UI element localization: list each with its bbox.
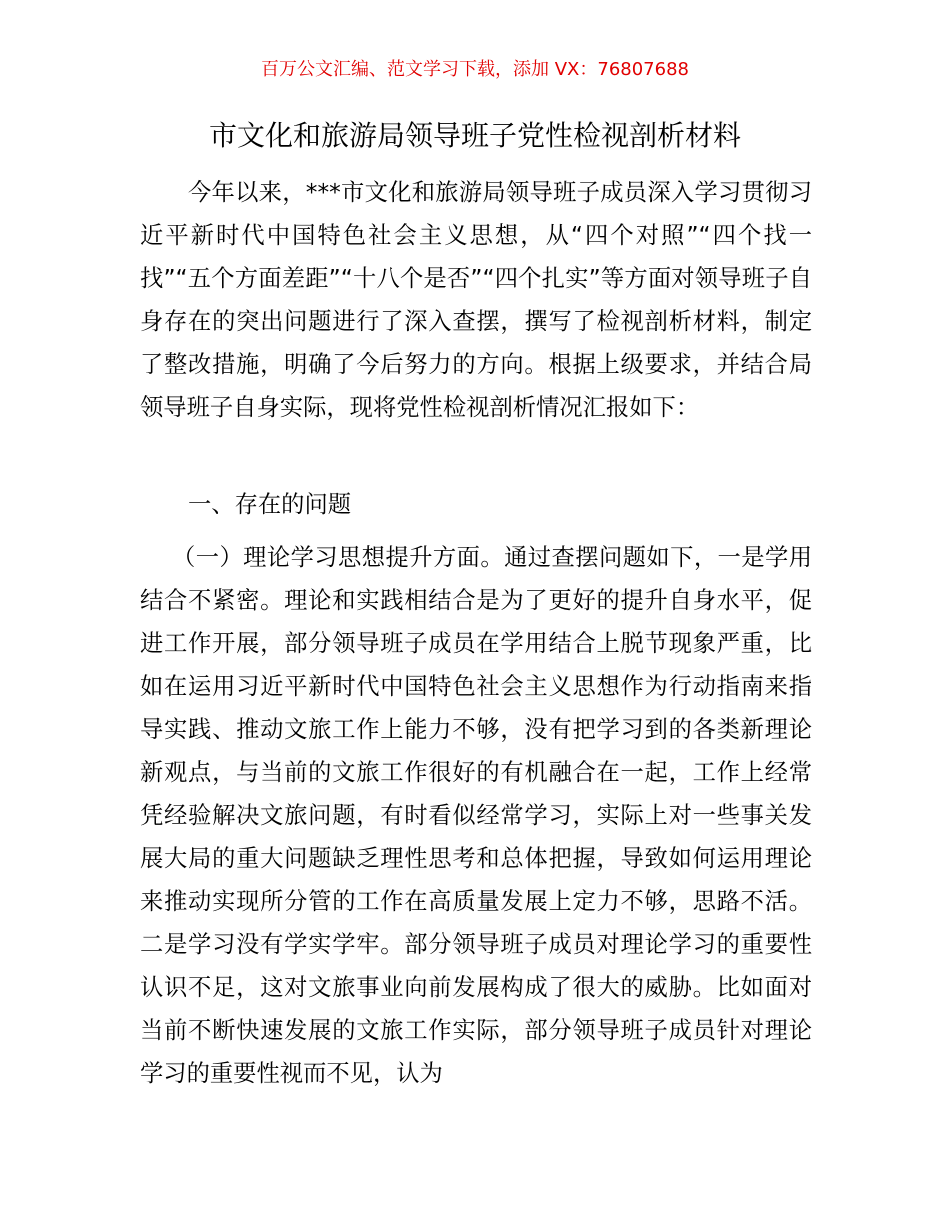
intro-paragraph: 今年以来，***市文化和旅游局领导班子成员深入学习贯彻习近平新时代中国特色社会主义思想，从“四个对照”“四个找一找”“五个方面差距”“十八个是否”“四个扎实”等方面对领导班子自身存在的突出问题进行了深入查摆，撰写了检视剖析材料，制定了整改措施，明确了今后努力的方向。根据上级要求，并结合局领导班子自身实际，现将党性检视剖析情况汇报如下： [140, 179, 812, 421]
section-paragraph: （一）理论学习思想提升方面。通过查摆问题如下，一是学用结合不紧密。理论和实践相结合是为了更好的提升自身水平，促进工作开展，部分领导班子成员在学用结合上脱节现象严重，比如在运用习近平新时代中国特色社会主义思想作为行动指南来指导实践、推动文旅工作上能力不够，没有把学习到的各类新理论新观点，与当前的文旅工作很好的有机融合在一起，工作上经常凭经验解决文旅问题，有时看似经常学习，实际上对一些事关发展大局的重大问题缺乏理性思考和总体把握，导致如何运用理论来推动实现所分管的工作在高质量发展上定力不够，思路不活。二是学习没有学实学牢。部分领导班子成员对理论学习的重要性认识不足，这对文旅事业向前发展构成了很大的威胁。比如面对当前不断快速发展的文旅工作实际，部分领导班子成员针对理论学习的重要性视而不见，认为 [140, 544, 812, 1087]
section-heading: 一、存在的问题 [188, 491, 352, 518]
document-title: 市文化和旅游局领导班子党性检视剖析材料 [208, 119, 741, 152]
header-note: 百万公文汇编、范文学习下载，添加 VX：76807688 [261, 59, 689, 80]
